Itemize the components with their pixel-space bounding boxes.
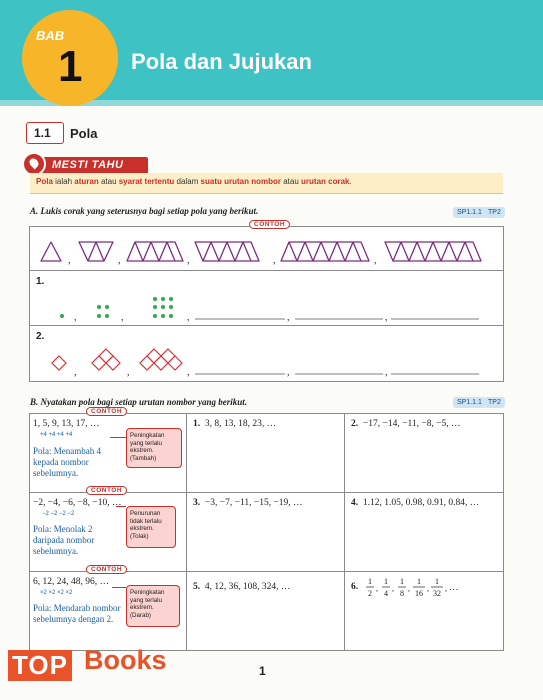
svg-text:,: ,	[427, 584, 429, 593]
fraction-numerator: 1	[400, 577, 404, 586]
example-sequence: 6, 12, 24, 48, 96, …	[33, 577, 109, 587]
dot-pattern-row	[29, 270, 504, 326]
example-pattern-note: Pola: Menolak 2 daripada nombor sebelumnya.	[33, 524, 95, 556]
dot	[97, 305, 101, 309]
def-text: dalam	[174, 177, 201, 186]
def-text: atau	[281, 177, 302, 186]
svg-text:,: ,	[287, 312, 290, 323]
svg-text:,: ,	[74, 312, 77, 323]
example-operations: −2 −2 −2 −2	[42, 511, 75, 517]
triangle-pattern-5	[127, 242, 183, 261]
dot	[169, 297, 173, 301]
question-sequence: −3, −7, −11, −15, −19, …	[204, 498, 303, 508]
example-operations: ×2 ×2 ×2 ×2	[40, 590, 73, 596]
question-2	[351, 419, 461, 429]
triangle-pattern-3	[79, 242, 113, 261]
svg-text:,: ,	[127, 367, 130, 378]
question-3	[193, 498, 303, 508]
diamond-pattern-row	[29, 325, 504, 382]
svg-text:,: ,	[385, 367, 388, 378]
dot	[153, 297, 157, 301]
question-number: 4.	[351, 498, 359, 508]
callout-pointer	[110, 437, 126, 438]
part-a-tp-tag: TP2	[484, 207, 505, 218]
dot	[161, 314, 165, 318]
callout-pointer	[116, 506, 126, 507]
fraction-numerator: 1	[384, 577, 388, 586]
comma: ,	[118, 255, 121, 266]
question-sequence: 4, 12, 36, 108, 324, …	[204, 582, 291, 592]
def-text: ialah	[52, 177, 75, 186]
example-sequence: −2, −4, −6, −8, −10, …	[33, 498, 122, 508]
example-pattern-note: Pola: Mendarab nombor sebelumnya dengan 2.	[33, 603, 121, 624]
diamond	[168, 356, 182, 370]
dot	[161, 297, 165, 301]
dot	[153, 305, 157, 309]
question-5	[193, 582, 290, 592]
part-a-sp-tag: SP1.1.1	[453, 207, 486, 218]
diamond	[161, 349, 175, 363]
diamond	[140, 356, 154, 370]
diamond	[106, 356, 120, 370]
svg-text:,: ,	[385, 312, 388, 323]
svg-text:,: ,	[74, 367, 77, 378]
example-triangle-patterns	[29, 226, 504, 271]
svg-text:,: ,	[187, 367, 190, 378]
fraction-denominator: 4	[384, 589, 388, 598]
triangle-pattern-1	[41, 242, 61, 261]
dot	[97, 314, 101, 318]
question-number: 1.	[36, 276, 45, 287]
part-a-contoh-label: CONTOH	[249, 220, 290, 229]
dot	[105, 305, 109, 309]
callout-pointer	[112, 587, 126, 588]
def-term: Pola	[36, 177, 53, 186]
fraction-ellipsis: …	[449, 583, 459, 593]
example-callout: Penurunan tidak terlalu ekstrem. (Tolak)	[126, 506, 176, 548]
example-pattern-note: Pola: Menambah 4 kepada nombor sebelumnya.	[33, 446, 101, 478]
fraction-denominator: 8	[400, 589, 404, 598]
svg-text:,: ,	[187, 312, 190, 323]
question-number: 6.	[351, 582, 359, 592]
question-4	[351, 498, 479, 508]
watermark-logo-part1: TOP	[8, 650, 72, 681]
part-b-instruction: B. Nyatakan pola bagi setiap urutan nombor yang berikut.	[30, 397, 248, 407]
question-number: 1.	[193, 419, 201, 429]
question-number: 5.	[193, 582, 201, 592]
page-number: 1	[259, 664, 266, 678]
svg-text:,: ,	[376, 584, 378, 593]
dot	[161, 305, 165, 309]
diamond	[154, 356, 168, 370]
comma: ,	[187, 255, 190, 266]
question-sequence: 3, 8, 13, 18, 23, …	[204, 419, 277, 429]
contoh-label: CONTOH	[86, 407, 127, 416]
definition-text	[36, 177, 352, 186]
dot	[60, 314, 64, 318]
svg-text:,: ,	[287, 367, 290, 378]
dot	[169, 314, 173, 318]
dot	[153, 314, 157, 318]
def-term: syarat tertentu	[118, 177, 175, 186]
question-sequence: −17, −14, −11, −8, −5, …	[362, 419, 461, 429]
fraction-denominator: 16	[415, 589, 423, 598]
watermark-logo-part2: Books	[84, 645, 167, 675]
chapter-number: 1	[58, 42, 83, 91]
comma: ,	[68, 255, 71, 266]
def-text: atau	[98, 177, 119, 186]
question-number: 2.	[36, 331, 45, 342]
svg-text:,: ,	[121, 312, 124, 323]
fraction-numerator: 1	[435, 577, 439, 586]
fraction-numerator: 1	[368, 577, 372, 586]
fraction-numerator: 1	[417, 577, 421, 586]
def-term: suatu urutan nombor	[200, 177, 281, 186]
diamond	[147, 349, 161, 363]
section-number: 1.1	[34, 126, 51, 140]
svg-text:,: ,	[445, 584, 447, 593]
svg-text:,: ,	[408, 584, 410, 593]
question-sequence: 1.12, 1.05, 0.98, 0.91, 0.84, …	[362, 498, 480, 508]
comma: ,	[273, 255, 276, 266]
part-b-sp-tag: SP1.1.1	[453, 397, 486, 408]
example-sequence: 1, 5, 9, 13, 17, …	[33, 419, 100, 429]
comma: ,	[374, 255, 377, 266]
def-term: aturan	[74, 177, 99, 186]
triangle-pattern-9	[281, 242, 369, 261]
part-b-tp-tag: TP2	[484, 397, 505, 408]
bab-label: BAB	[36, 28, 65, 43]
part-a-instruction: A. Lukis corak yang seterusnya bagi setiap pola yang berikut.	[30, 206, 259, 216]
example-operations: +4 +4 +4 +4	[40, 432, 73, 438]
chapter-title: Pola dan Jujukan	[131, 49, 312, 74]
diamond	[92, 356, 106, 370]
question-6	[351, 582, 358, 592]
triangle-pattern-7	[195, 242, 259, 261]
def-term: urutan corak	[301, 177, 350, 186]
mesti-tahu-label: MESTI TAHU	[52, 159, 124, 171]
question-1	[193, 419, 276, 429]
diamond	[99, 349, 113, 363]
def-text: .	[349, 177, 352, 186]
fraction-sequence	[364, 574, 484, 604]
question-number: 2.	[351, 419, 359, 429]
diamond	[52, 356, 66, 370]
example-callout: Peningkatan yang terlalu ekstrem. (Darab)	[126, 585, 180, 627]
contoh-label: CONTOH	[86, 486, 127, 495]
triangle-pattern-11	[385, 242, 481, 261]
fraction-denominator: 2	[368, 589, 372, 598]
dot	[105, 314, 109, 318]
contoh-label: CONTOH	[86, 565, 127, 574]
fraction-denominator: 32	[433, 589, 441, 598]
question-number: 3.	[193, 498, 201, 508]
dot	[169, 305, 173, 309]
svg-text:,: ,	[392, 584, 394, 593]
section-title: Pola	[70, 126, 98, 141]
example-callout: Peningkatan yang terlalu ekstrem. (Tambah)	[126, 428, 182, 468]
